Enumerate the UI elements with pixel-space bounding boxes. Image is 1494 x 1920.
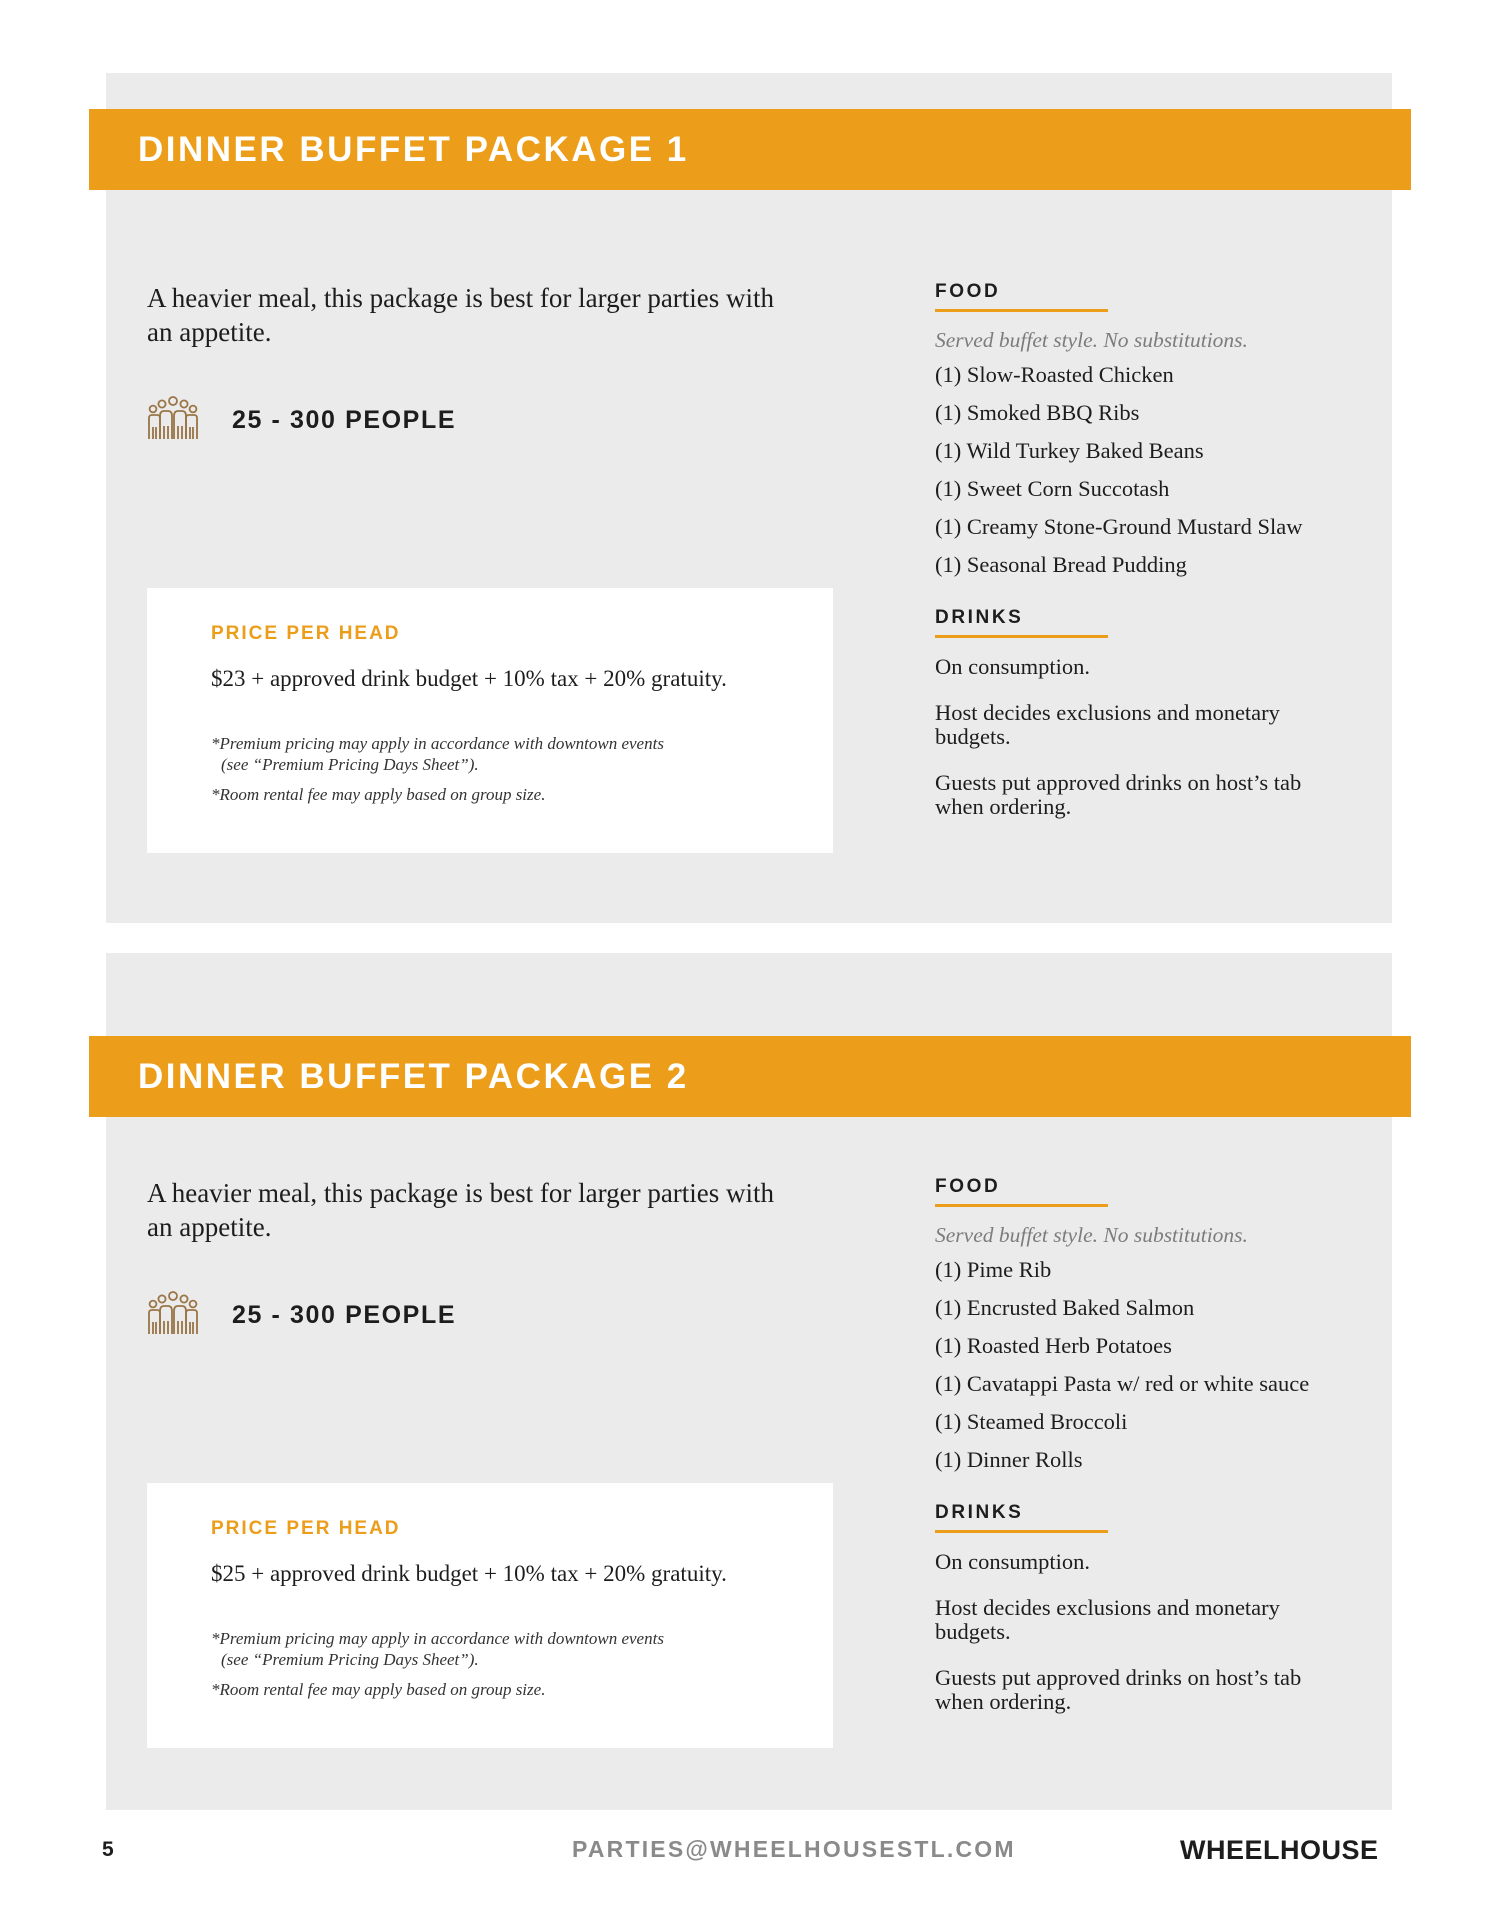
drinks-heading: DRINKS <box>935 1502 1024 1523</box>
food-item: (1) Smoked BBQ Ribs <box>935 400 1140 425</box>
price-heading: PRICE PER HEAD <box>211 1518 401 1539</box>
drink-info: Guests put approved drinks on host’s tab when ordering. <box>935 770 1302 819</box>
menu-column <box>935 1176 1355 1714</box>
package-panel-2 <box>106 953 1392 1810</box>
food-heading: FOOD <box>935 281 1001 302</box>
served-note: Served buffet style. No substitutions. <box>935 1223 1248 1247</box>
package-title: DINNER BUFFET PACKAGE 2 <box>138 1057 689 1096</box>
drinks-section <box>935 607 1355 819</box>
contact-email[interactable]: PARTIES@WHEELHOUSESTL.COM <box>572 1836 1016 1862</box>
served-note: Served buffet style. No substitutions. <box>935 328 1248 352</box>
food-item: (1) Slow-Roasted Chicken <box>935 362 1174 387</box>
food-item: (1) Seasonal Bread Pudding <box>935 552 1187 577</box>
capacity-row <box>147 1289 456 1341</box>
price-box <box>147 1483 833 1748</box>
heading-underline <box>935 1204 1108 1207</box>
premium-note-continued: (see “Premium Pricing Days Sheet”). <box>221 755 479 774</box>
capacity-label: 25 - 300 PEOPLE <box>232 405 457 434</box>
premium-note: *Premium pricing may apply in accordance with downtown events <box>211 734 664 753</box>
price-heading: PRICE PER HEAD <box>211 623 401 644</box>
heading-underline <box>935 309 1108 312</box>
drinks-heading: DRINKS <box>935 607 1024 628</box>
food-item: (1) Pime Rib <box>935 1257 1052 1282</box>
drink-info: On consumption. <box>935 1549 1090 1574</box>
food-item: (1) Sweet Corn Succotash <box>935 476 1170 501</box>
package-banner <box>89 109 1411 190</box>
page-number: 5 <box>102 1838 114 1861</box>
capacity-label: 25 - 300 PEOPLE <box>232 1300 457 1329</box>
drink-info: Host decides exclusions and monetary budgets. <box>935 1595 1280 1644</box>
package-intro: A heavier meal, this package is best for larger parties with an appetite. <box>147 1178 775 1242</box>
price-line: $23 + approved drink budget + 10% tax + 20% gratuity. <box>211 666 727 691</box>
food-item: (1) Dinner Rolls <box>935 1447 1083 1472</box>
price-line: $25 + approved drink budget + 10% tax + 20% gratuity. <box>211 1561 727 1586</box>
food-list <box>935 359 1355 587</box>
drinks-section <box>935 1502 1355 1714</box>
food-item: (1) Steamed Broccoli <box>935 1409 1128 1434</box>
heading-underline <box>935 635 1108 638</box>
brand-logo: WHEELHOUSE <box>1180 1835 1379 1865</box>
people-group-icon <box>147 394 199 446</box>
drink-info: Host decides exclusions and monetary budgets. <box>935 700 1280 749</box>
menu-column <box>935 281 1355 819</box>
food-item: (1) Wild Turkey Baked Beans <box>935 438 1204 463</box>
price-box <box>147 588 833 853</box>
food-item: (1) Encrusted Baked Salmon <box>935 1295 1195 1320</box>
food-item: (1) Creamy Stone-Ground Mustard Slaw <box>935 514 1303 539</box>
package-intro: A heavier meal, this package is best for larger parties with an appetite. <box>147 283 775 347</box>
drink-info: Guests put approved drinks on host’s tab when ordering. <box>935 1665 1302 1714</box>
food-item: (1) Cavatappi Pasta w/ red or white sauce <box>935 1371 1310 1396</box>
people-group-icon <box>147 1289 199 1341</box>
package-banner <box>89 1036 1411 1117</box>
premium-note: *Premium pricing may apply in accordance with downtown events <box>211 1629 664 1648</box>
room-rental-note: *Room rental fee may apply based on group size. <box>211 785 546 804</box>
food-heading: FOOD <box>935 1176 1001 1197</box>
room-rental-note: *Room rental fee may apply based on group size. <box>211 1680 546 1699</box>
drink-info: On consumption. <box>935 654 1090 679</box>
food-list <box>935 1254 1355 1482</box>
capacity-row <box>147 394 456 446</box>
package-panel-1 <box>106 73 1392 923</box>
premium-note-continued: (see “Premium Pricing Days Sheet”). <box>221 1650 479 1669</box>
package-title: DINNER BUFFET PACKAGE 1 <box>138 130 689 169</box>
food-item: (1) Roasted Herb Potatoes <box>935 1333 1172 1358</box>
heading-underline <box>935 1530 1108 1533</box>
